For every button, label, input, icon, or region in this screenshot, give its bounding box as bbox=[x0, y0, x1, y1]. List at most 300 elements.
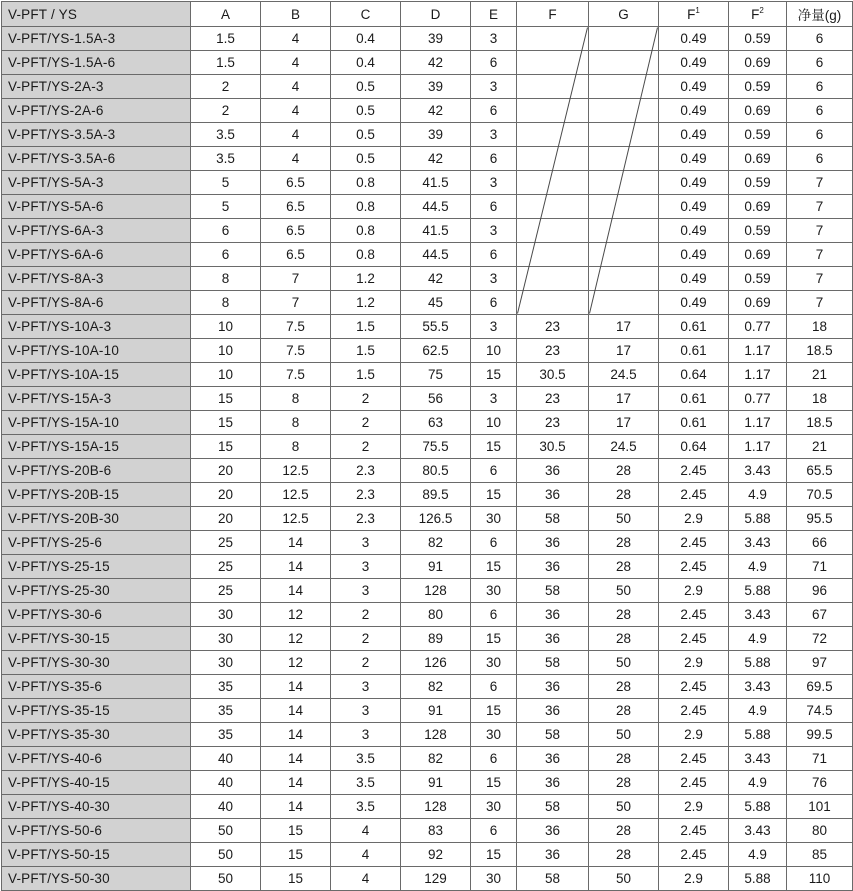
cell-d: 41.5 bbox=[401, 219, 471, 243]
cell-f: 23 bbox=[517, 411, 589, 435]
header-row bbox=[2, 2, 853, 27]
cell-d: 42 bbox=[401, 147, 471, 171]
cell-net-weight: 74.5 bbox=[787, 699, 853, 723]
cell-net-weight: 7 bbox=[787, 267, 853, 291]
cell-g: 28 bbox=[589, 747, 659, 771]
cell-f2: 4.9 bbox=[729, 771, 787, 795]
cell-f2: 5.88 bbox=[729, 651, 787, 675]
cell-f2: 4.9 bbox=[729, 699, 787, 723]
cell-model: V-PFT/YS-10A-3 bbox=[2, 315, 191, 339]
cell-g: 50 bbox=[589, 651, 659, 675]
cell-model: V-PFT/YS-6A-6 bbox=[2, 243, 191, 267]
cell-c: 3 bbox=[331, 723, 401, 747]
cell-c: 3 bbox=[331, 675, 401, 699]
table-row bbox=[2, 843, 853, 867]
cell-g bbox=[589, 147, 659, 171]
table-row bbox=[2, 603, 853, 627]
cell-f bbox=[517, 51, 589, 75]
cell-f1: 0.64 bbox=[659, 363, 729, 387]
cell-e: 6 bbox=[471, 675, 517, 699]
cell-net-weight: 70.5 bbox=[787, 483, 853, 507]
table-row bbox=[2, 195, 853, 219]
cell-b: 4 bbox=[261, 75, 331, 99]
cell-d: 91 bbox=[401, 555, 471, 579]
cell-model: V-PFT/YS-2A-6 bbox=[2, 99, 191, 123]
header-f1 bbox=[659, 2, 729, 27]
cell-e: 3 bbox=[471, 219, 517, 243]
cell-e: 15 bbox=[471, 483, 517, 507]
cell-f2: 4.9 bbox=[729, 843, 787, 867]
cell-f1: 0.64 bbox=[659, 435, 729, 459]
cell-f: 23 bbox=[517, 315, 589, 339]
cell-b: 8 bbox=[261, 411, 331, 435]
cell-model: V-PFT/YS-15A-10 bbox=[2, 411, 191, 435]
header-d bbox=[401, 2, 471, 27]
table-row bbox=[2, 267, 853, 291]
cell-net-weight: 21 bbox=[787, 363, 853, 387]
cell-g: 24.5 bbox=[589, 363, 659, 387]
cell-e: 6 bbox=[471, 51, 517, 75]
cell-b: 15 bbox=[261, 867, 331, 891]
cell-g: 28 bbox=[589, 771, 659, 795]
cell-f: 23 bbox=[517, 339, 589, 363]
cell-f2: 5.88 bbox=[729, 507, 787, 531]
header-label: A bbox=[220, 6, 230, 22]
cell-f bbox=[517, 99, 589, 123]
cell-f1: 2.9 bbox=[659, 867, 729, 891]
cell-f: 30.5 bbox=[517, 435, 589, 459]
header-label: F bbox=[751, 6, 760, 22]
cell-b: 14 bbox=[261, 795, 331, 819]
cell-f1: 0.61 bbox=[659, 339, 729, 363]
cell-c: 2 bbox=[331, 651, 401, 675]
cell-e: 6 bbox=[471, 531, 517, 555]
cell-f2: 0.69 bbox=[729, 195, 787, 219]
cell-f2: 1.17 bbox=[729, 339, 787, 363]
cell-net-weight: 6 bbox=[787, 123, 853, 147]
cell-c: 2.3 bbox=[331, 483, 401, 507]
cell-f1: 0.61 bbox=[659, 387, 729, 411]
cell-a: 1.5 bbox=[191, 27, 261, 51]
cell-g bbox=[589, 195, 659, 219]
cell-a: 40 bbox=[191, 771, 261, 795]
cell-net-weight: 7 bbox=[787, 195, 853, 219]
cell-net-weight: 67 bbox=[787, 603, 853, 627]
cell-b: 4 bbox=[261, 27, 331, 51]
cell-g: 17 bbox=[589, 411, 659, 435]
cell-net-weight: 110 bbox=[787, 867, 853, 891]
cell-c: 2.3 bbox=[331, 459, 401, 483]
cell-d: 92 bbox=[401, 843, 471, 867]
cell-g: 17 bbox=[589, 387, 659, 411]
cell-e: 3 bbox=[471, 27, 517, 51]
cell-e: 30 bbox=[471, 579, 517, 603]
cell-d: 80 bbox=[401, 603, 471, 627]
header-model bbox=[2, 2, 191, 27]
table-row bbox=[2, 339, 853, 363]
cell-a: 10 bbox=[191, 339, 261, 363]
cell-f1: 0.49 bbox=[659, 243, 729, 267]
cell-d: 128 bbox=[401, 795, 471, 819]
cell-b: 14 bbox=[261, 675, 331, 699]
cell-f bbox=[517, 195, 589, 219]
cell-f2: 0.69 bbox=[729, 51, 787, 75]
cell-c: 3 bbox=[331, 699, 401, 723]
cell-net-weight: 72 bbox=[787, 627, 853, 651]
cell-c: 1.2 bbox=[331, 267, 401, 291]
cell-g bbox=[589, 219, 659, 243]
cell-c: 0.8 bbox=[331, 171, 401, 195]
cell-e: 6 bbox=[471, 459, 517, 483]
cell-f2: 0.69 bbox=[729, 147, 787, 171]
cell-f: 58 bbox=[517, 795, 589, 819]
cell-model: V-PFT/YS-5A-6 bbox=[2, 195, 191, 219]
cell-d: 56 bbox=[401, 387, 471, 411]
cell-f1: 0.49 bbox=[659, 147, 729, 171]
cell-f bbox=[517, 267, 589, 291]
cell-e: 15 bbox=[471, 363, 517, 387]
cell-c: 2.3 bbox=[331, 507, 401, 531]
cell-d: 91 bbox=[401, 771, 471, 795]
cell-f2: 0.69 bbox=[729, 243, 787, 267]
header-label: V-PFT / YS bbox=[8, 6, 78, 22]
cell-b: 4 bbox=[261, 99, 331, 123]
cell-model: V-PFT/YS-35-15 bbox=[2, 699, 191, 723]
table-row bbox=[2, 531, 853, 555]
cell-d: 82 bbox=[401, 747, 471, 771]
table-row bbox=[2, 51, 853, 75]
cell-d: 75 bbox=[401, 363, 471, 387]
cell-f2: 4.9 bbox=[729, 555, 787, 579]
cell-f bbox=[517, 291, 589, 315]
cell-net-weight: 18 bbox=[787, 387, 853, 411]
cell-c: 2 bbox=[331, 435, 401, 459]
cell-e: 30 bbox=[471, 867, 517, 891]
cell-f: 36 bbox=[517, 771, 589, 795]
cell-f2: 3.43 bbox=[729, 603, 787, 627]
cell-g bbox=[589, 99, 659, 123]
cell-f1: 2.45 bbox=[659, 603, 729, 627]
header-f bbox=[517, 2, 589, 27]
cell-g: 50 bbox=[589, 579, 659, 603]
table-row bbox=[2, 699, 853, 723]
cell-e: 30 bbox=[471, 723, 517, 747]
cell-a: 10 bbox=[191, 363, 261, 387]
cell-b: 14 bbox=[261, 771, 331, 795]
cell-b: 8 bbox=[261, 435, 331, 459]
cell-e: 30 bbox=[471, 795, 517, 819]
cell-g: 28 bbox=[589, 699, 659, 723]
cell-a: 6 bbox=[191, 219, 261, 243]
table-row bbox=[2, 219, 853, 243]
table-row bbox=[2, 315, 853, 339]
cell-net-weight: 21 bbox=[787, 435, 853, 459]
cell-d: 42 bbox=[401, 99, 471, 123]
cell-model: V-PFT/YS-10A-10 bbox=[2, 339, 191, 363]
cell-a: 35 bbox=[191, 699, 261, 723]
cell-net-weight: 18 bbox=[787, 315, 853, 339]
cell-g bbox=[589, 291, 659, 315]
cell-b: 14 bbox=[261, 579, 331, 603]
table-row bbox=[2, 651, 853, 675]
cell-c: 0.4 bbox=[331, 51, 401, 75]
cell-f2: 0.59 bbox=[729, 75, 787, 99]
cell-a: 8 bbox=[191, 291, 261, 315]
cell-a: 6 bbox=[191, 243, 261, 267]
table-row bbox=[2, 459, 853, 483]
cell-f: 36 bbox=[517, 747, 589, 771]
cell-model: V-PFT/YS-40-15 bbox=[2, 771, 191, 795]
cell-f2: 1.17 bbox=[729, 435, 787, 459]
header-label: C bbox=[360, 6, 371, 22]
cell-a: 40 bbox=[191, 795, 261, 819]
cell-model: V-PFT/YS-5A-3 bbox=[2, 171, 191, 195]
cell-a: 20 bbox=[191, 507, 261, 531]
cell-net-weight: 80 bbox=[787, 819, 853, 843]
cell-f2: 0.69 bbox=[729, 99, 787, 123]
header-superscript: 2 bbox=[759, 5, 764, 15]
cell-d: 63 bbox=[401, 411, 471, 435]
cell-c: 2 bbox=[331, 411, 401, 435]
table-row bbox=[2, 555, 853, 579]
cell-model: V-PFT/YS-1.5A-3 bbox=[2, 27, 191, 51]
cell-f2: 0.77 bbox=[729, 387, 787, 411]
table-row bbox=[2, 27, 853, 51]
cell-d: 126 bbox=[401, 651, 471, 675]
cell-a: 5 bbox=[191, 171, 261, 195]
cell-a: 30 bbox=[191, 651, 261, 675]
cell-f1: 0.61 bbox=[659, 315, 729, 339]
header-label: F bbox=[687, 6, 696, 22]
cell-f1: 2.45 bbox=[659, 699, 729, 723]
cell-c: 1.5 bbox=[331, 363, 401, 387]
cell-d: 44.5 bbox=[401, 243, 471, 267]
cell-e: 3 bbox=[471, 267, 517, 291]
cell-f: 58 bbox=[517, 723, 589, 747]
cell-f bbox=[517, 219, 589, 243]
cell-g: 17 bbox=[589, 315, 659, 339]
table-row bbox=[2, 75, 853, 99]
cell-model: V-PFT/YS-30-15 bbox=[2, 627, 191, 651]
cell-e: 15 bbox=[471, 843, 517, 867]
cell-g: 28 bbox=[589, 627, 659, 651]
cell-f bbox=[517, 147, 589, 171]
cell-c: 4 bbox=[331, 819, 401, 843]
cell-net-weight: 99.5 bbox=[787, 723, 853, 747]
cell-f: 58 bbox=[517, 507, 589, 531]
table-row bbox=[2, 507, 853, 531]
cell-g: 24.5 bbox=[589, 435, 659, 459]
cell-f1: 2.45 bbox=[659, 771, 729, 795]
cell-c: 3 bbox=[331, 531, 401, 555]
cell-g: 28 bbox=[589, 843, 659, 867]
cell-net-weight: 6 bbox=[787, 51, 853, 75]
cell-net-weight: 7 bbox=[787, 291, 853, 315]
cell-net-weight: 18.5 bbox=[787, 411, 853, 435]
cell-f1: 2.45 bbox=[659, 459, 729, 483]
cell-a: 20 bbox=[191, 483, 261, 507]
cell-g: 50 bbox=[589, 723, 659, 747]
cell-c: 3.5 bbox=[331, 747, 401, 771]
cell-d: 82 bbox=[401, 531, 471, 555]
cell-model: V-PFT/YS-3.5A-6 bbox=[2, 147, 191, 171]
cell-net-weight: 6 bbox=[787, 147, 853, 171]
cell-b: 6.5 bbox=[261, 195, 331, 219]
cell-f1: 2.9 bbox=[659, 795, 729, 819]
cell-c: 0.5 bbox=[331, 75, 401, 99]
header-label: D bbox=[430, 6, 441, 22]
header-net-weight bbox=[787, 2, 853, 27]
cell-net-weight: 6 bbox=[787, 75, 853, 99]
cell-b: 8 bbox=[261, 387, 331, 411]
cell-d: 126.5 bbox=[401, 507, 471, 531]
cell-e: 6 bbox=[471, 147, 517, 171]
cell-model: V-PFT/YS-15A-3 bbox=[2, 387, 191, 411]
cell-a: 50 bbox=[191, 843, 261, 867]
cell-a: 3.5 bbox=[191, 147, 261, 171]
cell-e: 6 bbox=[471, 243, 517, 267]
cell-d: 83 bbox=[401, 819, 471, 843]
cell-e: 15 bbox=[471, 555, 517, 579]
cell-d: 89 bbox=[401, 627, 471, 651]
cell-g bbox=[589, 243, 659, 267]
cell-model: V-PFT/YS-8A-3 bbox=[2, 267, 191, 291]
table-row bbox=[2, 675, 853, 699]
header-label: G bbox=[618, 6, 629, 22]
cell-g bbox=[589, 267, 659, 291]
cell-net-weight: 96 bbox=[787, 579, 853, 603]
cell-c: 0.8 bbox=[331, 219, 401, 243]
header-a bbox=[191, 2, 261, 27]
cell-a: 20 bbox=[191, 459, 261, 483]
header-label: 净量(g) bbox=[797, 8, 842, 23]
table-row bbox=[2, 291, 853, 315]
cell-f1: 2.45 bbox=[659, 675, 729, 699]
cell-b: 15 bbox=[261, 819, 331, 843]
cell-model: V-PFT/YS-30-6 bbox=[2, 603, 191, 627]
cell-e: 3 bbox=[471, 123, 517, 147]
cell-d: 39 bbox=[401, 27, 471, 51]
cell-f2: 0.69 bbox=[729, 291, 787, 315]
cell-f1: 0.49 bbox=[659, 27, 729, 51]
cell-f: 36 bbox=[517, 675, 589, 699]
cell-f2: 3.43 bbox=[729, 819, 787, 843]
cell-g bbox=[589, 51, 659, 75]
cell-d: 91 bbox=[401, 699, 471, 723]
table-header bbox=[2, 2, 853, 27]
cell-e: 10 bbox=[471, 339, 517, 363]
cell-g: 50 bbox=[589, 867, 659, 891]
cell-d: 39 bbox=[401, 75, 471, 99]
table-row bbox=[2, 867, 853, 891]
cell-d: 42 bbox=[401, 267, 471, 291]
cell-model: V-PFT/YS-50-15 bbox=[2, 843, 191, 867]
header-b bbox=[261, 2, 331, 27]
cell-b: 4 bbox=[261, 147, 331, 171]
cell-a: 2 bbox=[191, 75, 261, 99]
cell-b: 6.5 bbox=[261, 171, 331, 195]
cell-model: V-PFT/YS-20B-30 bbox=[2, 507, 191, 531]
cell-f bbox=[517, 27, 589, 51]
cell-d: 82 bbox=[401, 675, 471, 699]
cell-g: 28 bbox=[589, 819, 659, 843]
cell-f2: 0.59 bbox=[729, 171, 787, 195]
cell-b: 12.5 bbox=[261, 507, 331, 531]
cell-d: 129 bbox=[401, 867, 471, 891]
cell-a: 25 bbox=[191, 579, 261, 603]
cell-net-weight: 65.5 bbox=[787, 459, 853, 483]
cell-b: 15 bbox=[261, 843, 331, 867]
table-row bbox=[2, 627, 853, 651]
cell-c: 0.8 bbox=[331, 195, 401, 219]
cell-model: V-PFT/YS-25-6 bbox=[2, 531, 191, 555]
cell-c: 0.5 bbox=[331, 147, 401, 171]
cell-a: 35 bbox=[191, 723, 261, 747]
cell-net-weight: 71 bbox=[787, 747, 853, 771]
cell-e: 6 bbox=[471, 603, 517, 627]
cell-c: 1.5 bbox=[331, 315, 401, 339]
cell-a: 3.5 bbox=[191, 123, 261, 147]
cell-f1: 2.9 bbox=[659, 651, 729, 675]
cell-a: 50 bbox=[191, 867, 261, 891]
header-label: F bbox=[548, 6, 557, 22]
cell-c: 3.5 bbox=[331, 771, 401, 795]
cell-f1: 0.49 bbox=[659, 51, 729, 75]
cell-c: 1.5 bbox=[331, 339, 401, 363]
cell-net-weight: 101 bbox=[787, 795, 853, 819]
cell-f2: 5.88 bbox=[729, 867, 787, 891]
cell-net-weight: 66 bbox=[787, 531, 853, 555]
cell-e: 30 bbox=[471, 507, 517, 531]
cell-b: 14 bbox=[261, 699, 331, 723]
cell-f: 36 bbox=[517, 555, 589, 579]
cell-f2: 1.17 bbox=[729, 411, 787, 435]
cell-b: 14 bbox=[261, 723, 331, 747]
cell-f: 58 bbox=[517, 651, 589, 675]
cell-net-weight: 71 bbox=[787, 555, 853, 579]
cell-f1: 2.9 bbox=[659, 579, 729, 603]
cell-f2: 3.43 bbox=[729, 747, 787, 771]
cell-b: 12.5 bbox=[261, 459, 331, 483]
cell-f2: 1.17 bbox=[729, 363, 787, 387]
cell-b: 12.5 bbox=[261, 483, 331, 507]
cell-g: 50 bbox=[589, 507, 659, 531]
cell-model: V-PFT/YS-20B-15 bbox=[2, 483, 191, 507]
cell-b: 14 bbox=[261, 555, 331, 579]
cell-net-weight: 7 bbox=[787, 243, 853, 267]
header-f2 bbox=[729, 2, 787, 27]
cell-b: 7 bbox=[261, 291, 331, 315]
cell-d: 128 bbox=[401, 579, 471, 603]
cell-g: 17 bbox=[589, 339, 659, 363]
cell-c: 3 bbox=[331, 555, 401, 579]
cell-net-weight: 76 bbox=[787, 771, 853, 795]
cell-a: 1.5 bbox=[191, 51, 261, 75]
cell-e: 15 bbox=[471, 699, 517, 723]
cell-f1: 0.49 bbox=[659, 267, 729, 291]
cell-c: 3 bbox=[331, 579, 401, 603]
cell-g bbox=[589, 171, 659, 195]
cell-a: 25 bbox=[191, 555, 261, 579]
cell-b: 12 bbox=[261, 651, 331, 675]
cell-d: 55.5 bbox=[401, 315, 471, 339]
cell-model: V-PFT/YS-10A-15 bbox=[2, 363, 191, 387]
cell-net-weight: 7 bbox=[787, 219, 853, 243]
cell-f2: 5.88 bbox=[729, 579, 787, 603]
cell-a: 35 bbox=[191, 675, 261, 699]
cell-c: 0.8 bbox=[331, 243, 401, 267]
table-row bbox=[2, 771, 853, 795]
